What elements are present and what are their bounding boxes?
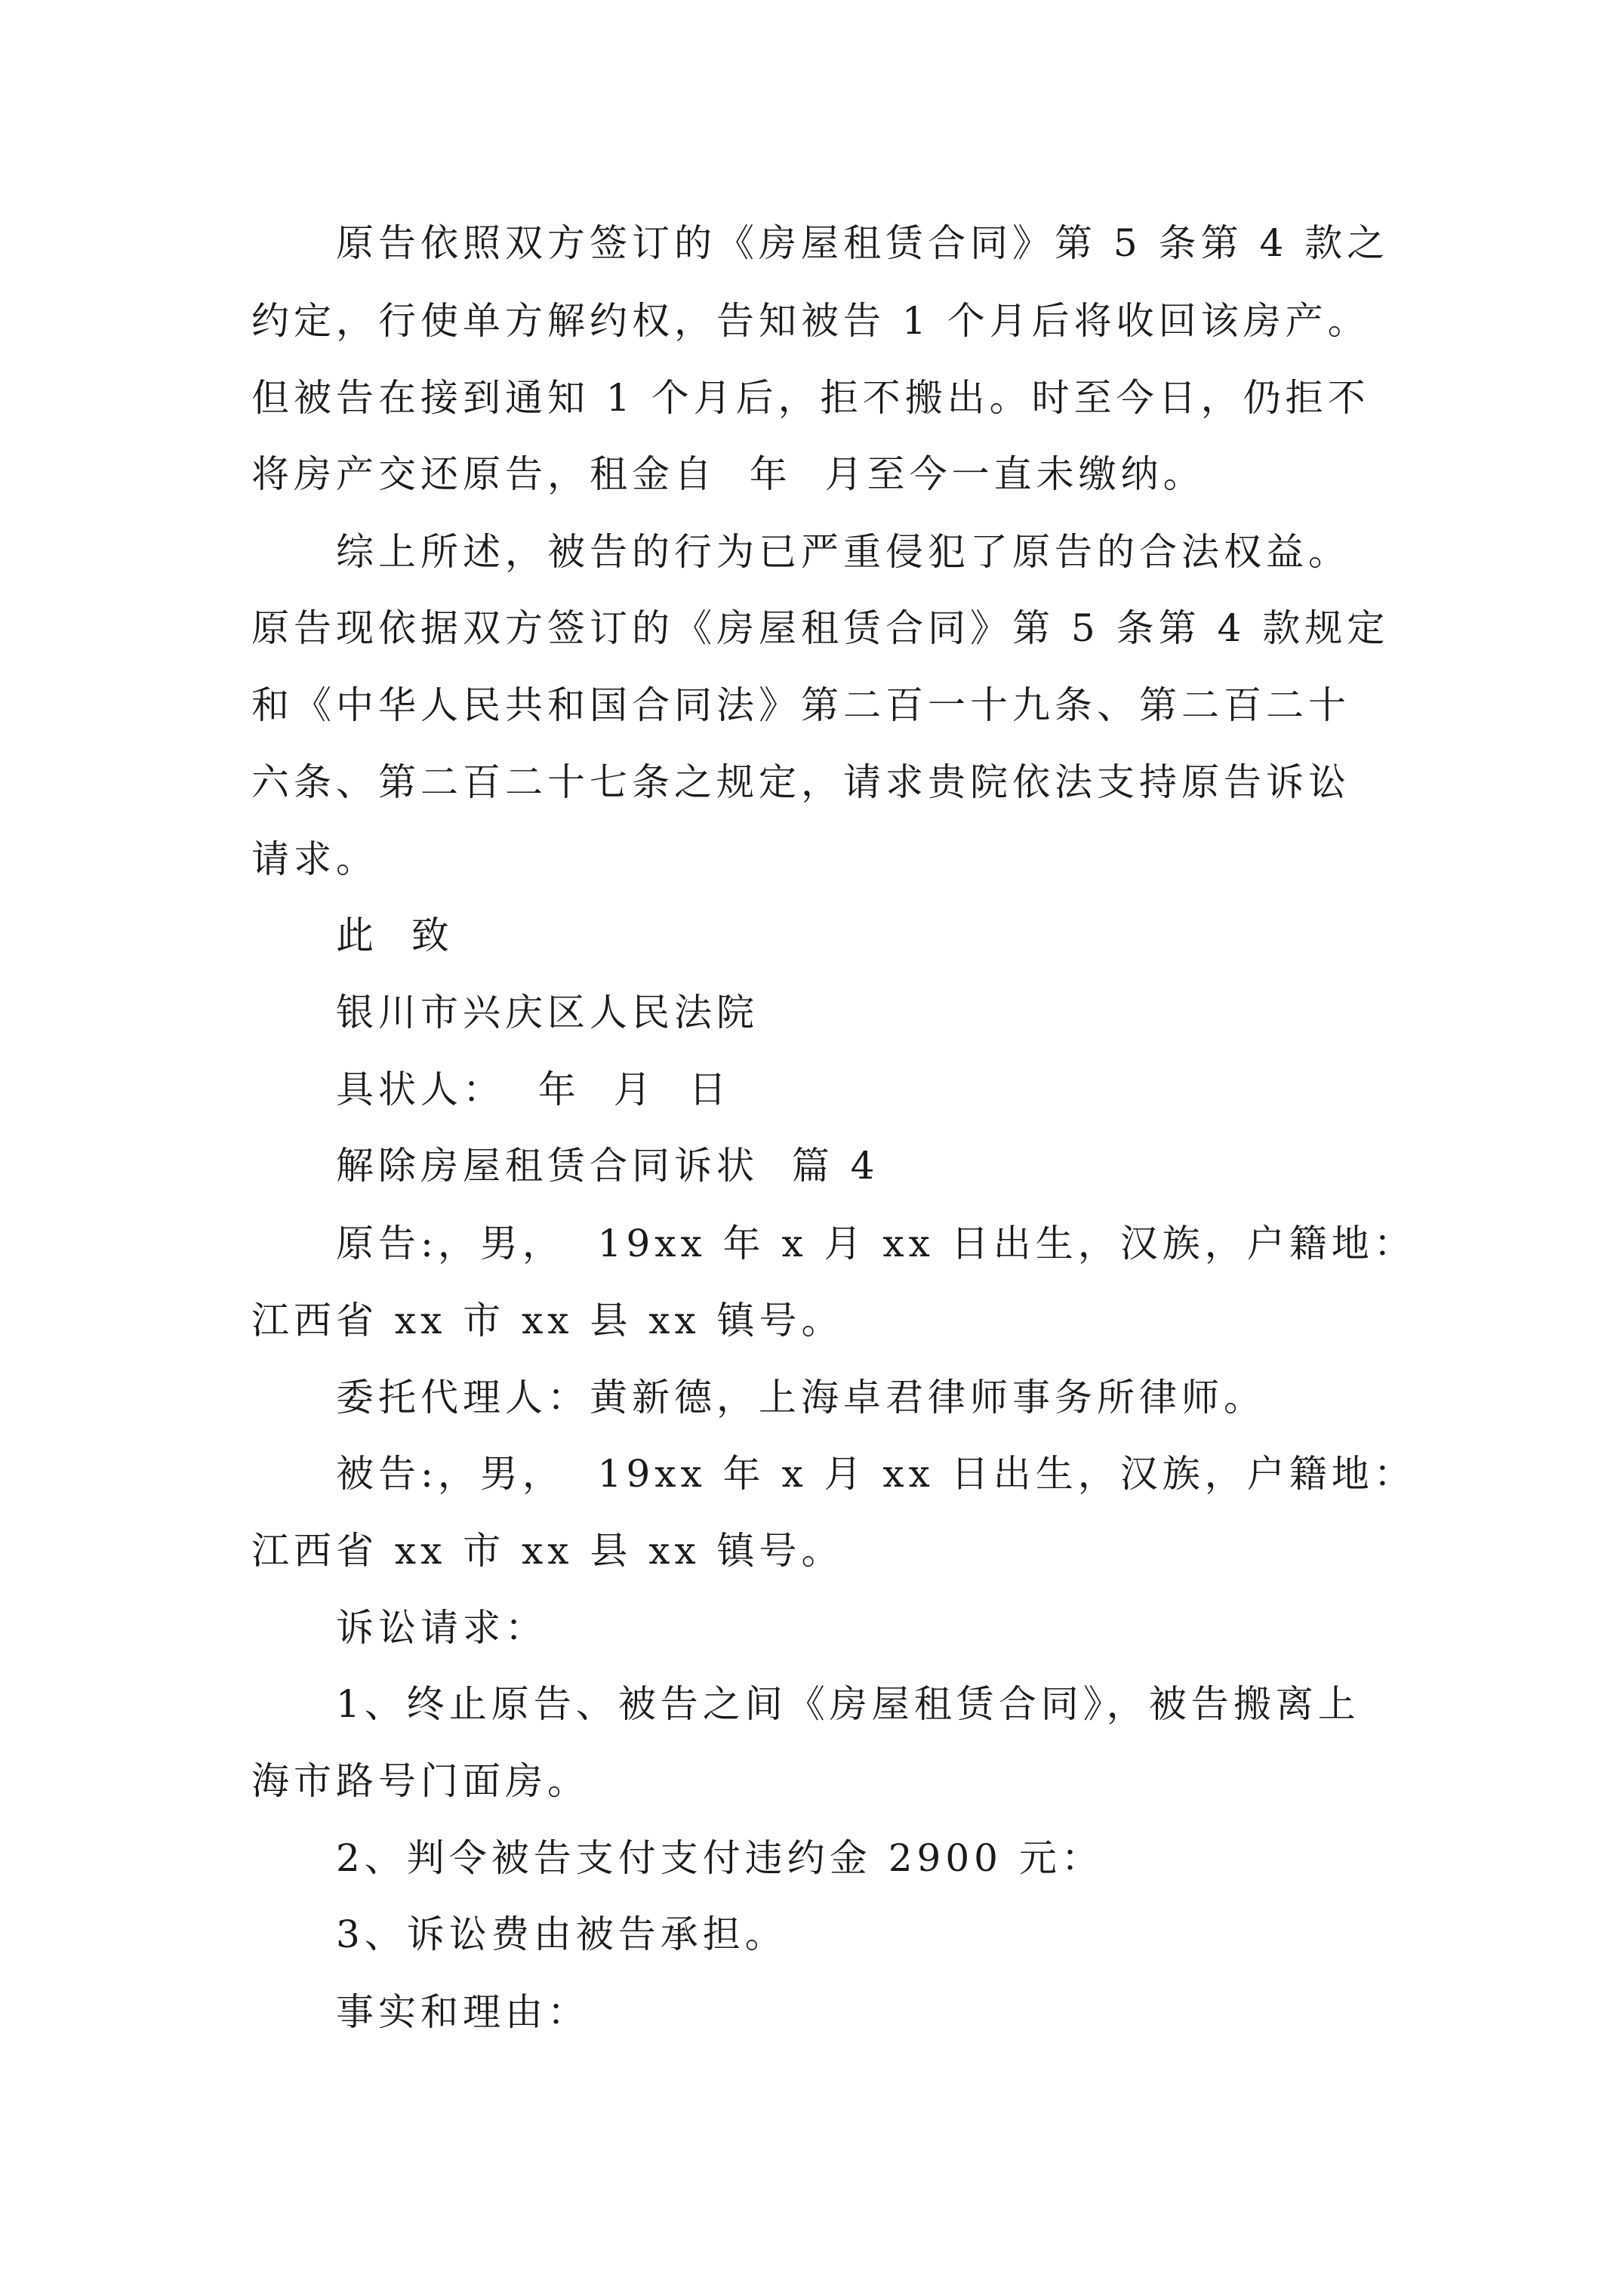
paragraph-line: 请求。 <box>251 837 378 881</box>
agent-info: 委托代理人：黄新德，上海卓君律师事务所律师。 <box>336 1376 1266 1419</box>
defendant-info: 江西省 xx 市 xx 县 xx 镇号。 <box>251 1529 844 1573</box>
claim-item: 3、诉讼费由被告承担。 <box>336 1912 787 1956</box>
claims-heading: 诉讼请求： <box>336 1606 547 1650</box>
paragraph-line: 将房产交还原告，租金自 年 月至今一直未缴纳。 <box>251 452 1206 496</box>
paragraph-line: 约定，行使单方解约权，告知被告 1 个月后将收回该房产。 <box>251 299 1370 343</box>
claim-item: 海市路号门面房。 <box>251 1759 590 1803</box>
defendant-info: 被告:，男， 19xx 年 x 月 xx 日出生，汉族，户籍地： <box>336 1452 1416 1496</box>
court-name: 银川市兴庆区人民法院 <box>336 991 759 1034</box>
paragraph-line: 原告现依据双方签订的《房屋租赁合同》第 5 条第 4 款规定 <box>251 606 1390 650</box>
paragraph-line: 原告依照双方签订的《房屋租赁合同》第 5 条第 4 款之 <box>336 221 1390 265</box>
paragraph-line: 综上所述，被告的行为已严重侵犯了原告的合法权益。 <box>336 530 1350 574</box>
signature-line: 具状人： 年 月 日 <box>336 1068 731 1111</box>
facts-heading: 事实和理由： <box>336 1990 590 2034</box>
plaintiff-info: 原告:，男， 19xx 年 x 月 xx 日出生，汉族，户籍地： <box>336 1222 1416 1265</box>
paragraph-line: 但被告在接到通知 1 个月后，拒不搬出。时至今日，仍拒不 <box>251 376 1370 420</box>
paragraph-line: 六条、第二百二十七条之规定，请求贵院依法支持原告诉讼 <box>251 760 1350 804</box>
claim-item: 1、终止原告、被告之间《房屋租赁合同》，被告搬离上 <box>336 1682 1360 1726</box>
claim-item: 2、判令被告支付支付违约金 2900 元： <box>336 1836 1104 1880</box>
paragraph-line: 和《中华人民共和国合同法》第二百一十九条、第二百二十 <box>251 683 1350 727</box>
section-heading: 解除房屋租赁合同诉状 篇 4 <box>336 1144 879 1188</box>
plaintiff-info: 江西省 xx 市 xx 县 xx 镇号。 <box>251 1299 844 1342</box>
salutation: 此 致 <box>336 914 454 957</box>
